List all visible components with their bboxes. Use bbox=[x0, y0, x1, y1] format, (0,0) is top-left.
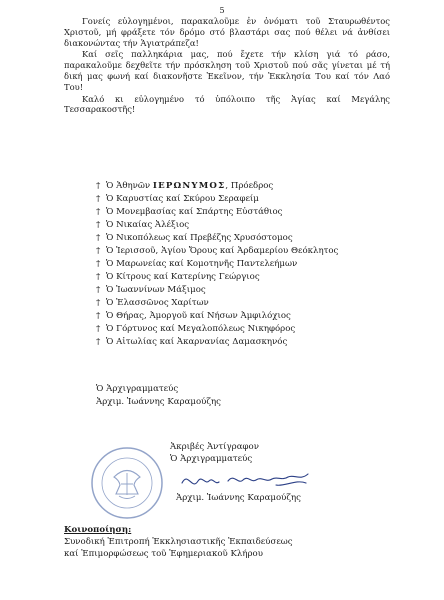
signatory-row: † Ὁ Ἀθηνῶν ΙΕΡΩΝΥΜΟΣ, Πρόεδρος bbox=[96, 181, 274, 191]
signatory-row: † Ὁ Νικαίας Ἀλέξιος bbox=[96, 220, 190, 230]
signatory-row: † Ὁ Κίτρους καί Κατερίνης Γεώργιος bbox=[96, 272, 260, 282]
notification-line-1: Συνοδική Ἐπιτροπή Ἐκκλησιαστικῆς Ἐκπαιδεύσεως bbox=[64, 537, 293, 547]
notification-block bbox=[64, 524, 404, 560]
cross-icon: † bbox=[96, 285, 101, 295]
cross-icon: † bbox=[96, 181, 101, 191]
signatory-row: † Ὁ Ἱερισσοῦ, Ἁγίου Ὄρους καί Ἀρδαμερίου Θεόκλητος bbox=[96, 246, 339, 256]
paragraph-young-men: Καί σεῖς παλληκάρια μας, πού ἔχετε τήν κλίση γιά τό ράσο, παρακαλοῦμε δεχθεῖτε τήν πρόσκληση τοῦ Χριστοῦ πού σᾶς γίνεται μέ τή δική μας φωνή καί διακονῆστε Ἐκεῖνον, τήν Ἐκκλησία Του καί τόν Λαό Του! bbox=[64, 49, 390, 92]
signatory-row: † Ὁ Μονεμβασίας καί Σπάρτης Εὐστάθιος bbox=[96, 207, 283, 217]
cross-icon: † bbox=[96, 337, 101, 347]
signatory-row: † Ὁ Γόρτυνος καί Μεγαλοπόλεως Νικηφόρος bbox=[96, 324, 296, 334]
cross-icon: † bbox=[96, 311, 101, 321]
secretary-block bbox=[96, 383, 221, 409]
cross-icon: † bbox=[96, 246, 101, 256]
president-name: ΙΕΡΩΝΥΜΟΣ bbox=[152, 181, 226, 191]
secretary-title: Ὁ Ἀρχιγραμματεύς bbox=[96, 384, 179, 394]
certified-copy-block bbox=[170, 441, 259, 465]
handwritten-signature bbox=[180, 469, 330, 491]
certified-signer-name: Ἀρχιμ. Ἰωάννης Καραμούζης bbox=[176, 493, 301, 503]
certified-secretary-title: Ὁ Ἀρχιγραμματεύς bbox=[170, 454, 253, 464]
notification-label: Κοινοποίηση: bbox=[64, 525, 132, 535]
signatory-row: † Ὁ Ἐλασσῶνος Χαρίτων bbox=[96, 298, 209, 308]
cross-icon: † bbox=[96, 272, 101, 282]
signatory-row: † Ὁ Θήρας, Ἀμοργοῦ καί Νήσων Ἀμφιλόχιος bbox=[96, 311, 291, 321]
paragraph-blessing: Καλό κι εὐλογημένο τό ὑπόλοιπο τῆς Ἁγίας καί Μεγάλης Τεσσαρακοστῆς! bbox=[64, 93, 390, 115]
cross-icon: † bbox=[96, 324, 101, 334]
cross-icon: † bbox=[96, 207, 101, 217]
cross-icon: † bbox=[96, 233, 101, 243]
signatory-row: † Ὁ Καρυστίας καί Σκύρου Σεραφείμ bbox=[96, 194, 259, 204]
signatory-row: † Ὁ Ἰωαννίνων Μάξιμος bbox=[96, 285, 206, 295]
secretary-name: Ἀρχιμ. Ἰωάννης Καραμούζης bbox=[96, 397, 221, 407]
synod-seal-icon bbox=[90, 446, 164, 520]
certified-copy-label: Ἀκριβές Ἀντίγραφον bbox=[170, 442, 259, 452]
cross-icon: † bbox=[96, 194, 101, 204]
letter-body bbox=[64, 16, 390, 116]
signatory-row: † Ὁ Αἰτωλίας καί Ἀκαρνανίας Δαμασκηνός bbox=[96, 337, 288, 347]
paragraph-parents: Γονείς εὐλογημένοι, παρακαλοῦμε ἐν ὀνόματι τοῦ Σταυρωθέντος Χριστοῦ, μή φράξετε τόν δρόμο στό βλαστάρι σας πού θέλει νά ἀνθίσει διακονώντας τήν Ἁγιατράπεζα! bbox=[64, 16, 390, 48]
signatory-row: † Ὁ Νικοπόλεως καί Πρεβέζης Χρυσόστομος bbox=[96, 233, 293, 243]
cross-icon: † bbox=[96, 220, 101, 230]
signatories-list bbox=[96, 180, 396, 349]
notification-line-2: καί Ἐπιμορφώσεως τοῦ Ἐφημεριακοῦ Κλήρου bbox=[64, 549, 263, 559]
page-number: 5 bbox=[219, 6, 225, 15]
cross-icon: † bbox=[96, 298, 101, 308]
signatory-row: † Ὁ Μαρωνείας καί Κομοτηνῆς Παντελεήμων bbox=[96, 259, 298, 269]
cross-icon: † bbox=[96, 259, 101, 269]
